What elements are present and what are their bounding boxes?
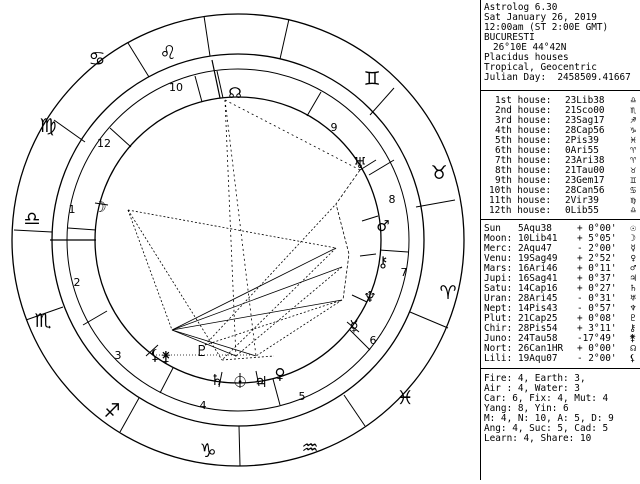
planet-name: Venu:: [484, 253, 513, 264]
planet-glyph-icon: ♃: [630, 273, 636, 284]
jupiter-icon: ♃: [254, 373, 268, 391]
house-position: 28Cap56: [565, 125, 605, 136]
planet-position: 19Sag49: [518, 253, 558, 264]
header-line: Julian Day: 2458509.41667: [484, 72, 631, 83]
mars-icon: ♂: [376, 217, 390, 235]
summary-line: Fire: 4, Earth: 3,: [484, 373, 586, 384]
planet-position: 24Tau58: [518, 333, 558, 344]
planet-glyph-icon: ♇: [630, 313, 636, 324]
house-label: 6th house:: [495, 145, 552, 156]
planet-latitude: - 0°31': [577, 293, 617, 304]
planet-name: Moon:: [484, 233, 513, 244]
planet-latitude: + 0°08': [577, 313, 617, 324]
libra-icon: ♎: [23, 208, 41, 230]
house-label: 4th house:: [495, 125, 552, 136]
house-numbers: [69, 81, 408, 412]
house-label: 7th house:: [495, 155, 552, 166]
planet-latitude: - 2°00': [577, 353, 617, 364]
taurus-icon: ♉: [430, 162, 448, 184]
planet-name: Mars:: [484, 263, 513, 274]
house-sign-icon: ♈: [630, 145, 636, 156]
planet-name: Merc:: [484, 243, 513, 254]
planet-ticks: [95, 160, 378, 388]
house-label: 11th house:: [489, 195, 552, 206]
planet-position: 28Pis54: [518, 323, 558, 334]
house-number: 2: [73, 276, 81, 289]
planet-position: 19Aqu07: [518, 353, 558, 364]
moon-icon: ☽: [93, 198, 107, 216]
planet-latitude: + 0°37': [577, 273, 617, 284]
planet-position: 5Aqu38: [518, 223, 552, 234]
house-sign-icon: ♈: [630, 155, 636, 166]
planet-position: 26Can1HR: [518, 343, 564, 354]
house-number: 3: [114, 349, 122, 362]
planet-latitude: - 0°57': [577, 303, 617, 314]
info-panel: [480, 0, 640, 480]
planet-latitude: + 0°00': [577, 223, 617, 234]
planet-name: Plut:: [484, 313, 513, 324]
planet-glyph-icon: ♂: [630, 263, 636, 274]
house-sign-icon: ♏: [630, 105, 636, 116]
gemini-icon: ♊: [363, 68, 381, 90]
planet-glyph-icon: ♅: [630, 293, 636, 304]
lilith-icon: ⚸: [149, 346, 161, 364]
house-position: 28Can56: [565, 185, 605, 196]
header-line: 12:00am (ST 2:00E GMT): [484, 22, 609, 33]
planet-latitude: + 2°52': [577, 253, 617, 264]
house-label: 3rd house:: [495, 115, 552, 126]
summary-line: Learn: 4, Share: 10: [484, 433, 592, 444]
house-sign-icon: ♓: [630, 135, 636, 146]
aries-icon: ♈: [439, 282, 457, 304]
house-label: 1st house:: [495, 95, 552, 106]
planet-glyph-icon: ☉: [630, 223, 636, 234]
planet-position: 2Aqu47: [518, 243, 552, 254]
mercury-icon: ☿: [349, 317, 359, 335]
planet-position: 21Cap25: [518, 313, 558, 324]
house-label: 12th house:: [489, 205, 552, 216]
house-number: 10: [169, 81, 183, 94]
summary-line: Yang: 8, Yin: 6: [484, 403, 569, 414]
sun-icon: ☉: [233, 373, 247, 391]
sign-ring: [52, 54, 424, 426]
summary-line: Air : 4, Water: 3: [484, 383, 580, 394]
summary-line: M: 4, N: 10, A: 5, D: 9: [484, 413, 614, 424]
divider: [481, 90, 640, 91]
planet-position: 10Lib41: [518, 233, 558, 244]
planet-latitude: + 5°05': [577, 233, 617, 244]
house-position: 2Pis39: [565, 135, 599, 146]
house-number: 7: [400, 266, 408, 279]
house-label: 5th house:: [495, 135, 552, 146]
planet-position: 28Ari45: [518, 293, 558, 304]
planet-glyph-icon: ☽: [630, 233, 636, 244]
header-line: 26°10E 44°42N: [493, 42, 567, 53]
planet-name: Nept:: [484, 303, 513, 314]
planet-glyph-icon: ⚵: [629, 333, 636, 344]
planet-name: Jupi:: [484, 273, 513, 284]
planet-glyph-icon: ☿: [630, 243, 636, 254]
pisces-icon: ♓: [396, 387, 414, 409]
planet-latitude: + 0°11': [577, 263, 617, 274]
header-line: Placidus houses: [484, 52, 569, 63]
house-sign-icon: ♐: [630, 115, 636, 126]
header-line: Sat January 26, 2019: [484, 12, 597, 23]
planet-name: Sun: [484, 223, 501, 234]
house-position: 0Lib55: [565, 205, 599, 216]
neptune-icon: ♆: [363, 288, 377, 306]
scorpio-icon: ♏: [34, 310, 52, 332]
planet-glyph-icon: ⚸: [629, 353, 636, 364]
juno-icon: ⚵: [160, 348, 172, 366]
divider: [481, 368, 640, 369]
header-line: Tropical, Geocentric: [484, 62, 597, 73]
planet-name: Uran:: [484, 293, 513, 304]
planet-name: Chir:: [484, 323, 513, 334]
house-label: 2nd house:: [495, 105, 552, 116]
house-position: 2Vir39: [565, 195, 599, 206]
planet-position: 14Cap16: [518, 283, 558, 294]
pluto-icon: ♇: [195, 342, 209, 360]
house-sign-icon: ♑: [630, 125, 636, 136]
planet-position: 16Sag41: [518, 273, 558, 284]
house-number: 5: [298, 390, 306, 403]
house-number: 6: [369, 334, 377, 347]
aspect-lines: [128, 100, 360, 360]
zodiac-sign-glyphs: [23, 42, 456, 462]
leo-icon: ♌: [159, 42, 177, 64]
sagittarius-icon: ♐: [103, 400, 121, 422]
planet-position: 16Ari46: [518, 263, 558, 274]
house-position: 23Sag17: [565, 115, 605, 126]
planet-latitude: + 3°11': [577, 323, 617, 334]
planet-glyph-icon: ♀: [630, 253, 636, 264]
house-sign-icon: ♉: [630, 165, 636, 176]
planet-glyph-icon: ♆: [630, 303, 636, 314]
house-label: 8th house:: [495, 165, 552, 176]
house-position: 23Lib38: [565, 95, 605, 106]
house-sign-icon: ♎: [630, 95, 636, 106]
house-position: 21Sco00: [565, 105, 605, 116]
planet-latitude: + 0°00': [577, 343, 617, 354]
planet-position: 14Pis43: [518, 303, 558, 314]
planet-glyph-icon: ♄: [630, 283, 636, 294]
house-position: 0Ari55: [565, 145, 599, 156]
house-sign-icon: ♋: [630, 185, 636, 196]
house-position: 23Gem17: [565, 175, 605, 186]
planet-latitude: -17°49': [577, 333, 617, 344]
summary-line: Car: 6, Fix: 4, Mut: 4: [484, 393, 609, 404]
house-number: 12: [97, 137, 111, 150]
house-sign-icon: ♊: [630, 175, 636, 186]
virgo-icon: ♍: [39, 115, 57, 137]
header-line: Astrolog 6.30: [484, 2, 558, 13]
house-label: 9th house:: [495, 175, 552, 186]
house-label: 10th house:: [489, 185, 552, 196]
cancer-icon: ♋: [88, 48, 106, 70]
capricorn-icon: ♑: [199, 440, 217, 462]
planet-name: Satu:: [484, 283, 513, 294]
summary-line: Ang: 4, Suc: 5, Cad: 5: [484, 423, 609, 434]
saturn-icon: ♄: [210, 371, 224, 389]
house-position: 23Ari38: [565, 155, 605, 166]
chiron-icon: ⚷: [377, 253, 389, 271]
divider: [481, 219, 640, 220]
house-sign-icon: ♎: [630, 205, 636, 216]
house-number: 8: [388, 193, 396, 206]
planet-glyph-icon: ⚷: [629, 323, 636, 334]
north-node-icon: ☊: [228, 84, 242, 102]
planet-latitude: - 2°00': [577, 243, 617, 254]
planet-glyph-icon: ☊: [630, 343, 636, 354]
planet-name: Nort:: [484, 343, 513, 354]
planet-name: Lili:: [484, 353, 513, 364]
house-position: 21Tau00: [565, 165, 605, 176]
house-number: 4: [199, 399, 207, 412]
house-number: 9: [330, 121, 338, 134]
house-sign-icon: ♍: [630, 195, 636, 206]
house-number: 1: [68, 203, 76, 216]
aquarius-icon: ♒: [301, 437, 319, 459]
planet-name: Juno:: [484, 333, 513, 344]
planet-latitude: + 0°27': [577, 283, 617, 294]
venus-icon: ♀: [274, 365, 286, 383]
inner-ring: [95, 97, 381, 383]
header-line: BUCURESTI: [484, 32, 535, 43]
uranus-icon: ♅: [353, 154, 367, 172]
